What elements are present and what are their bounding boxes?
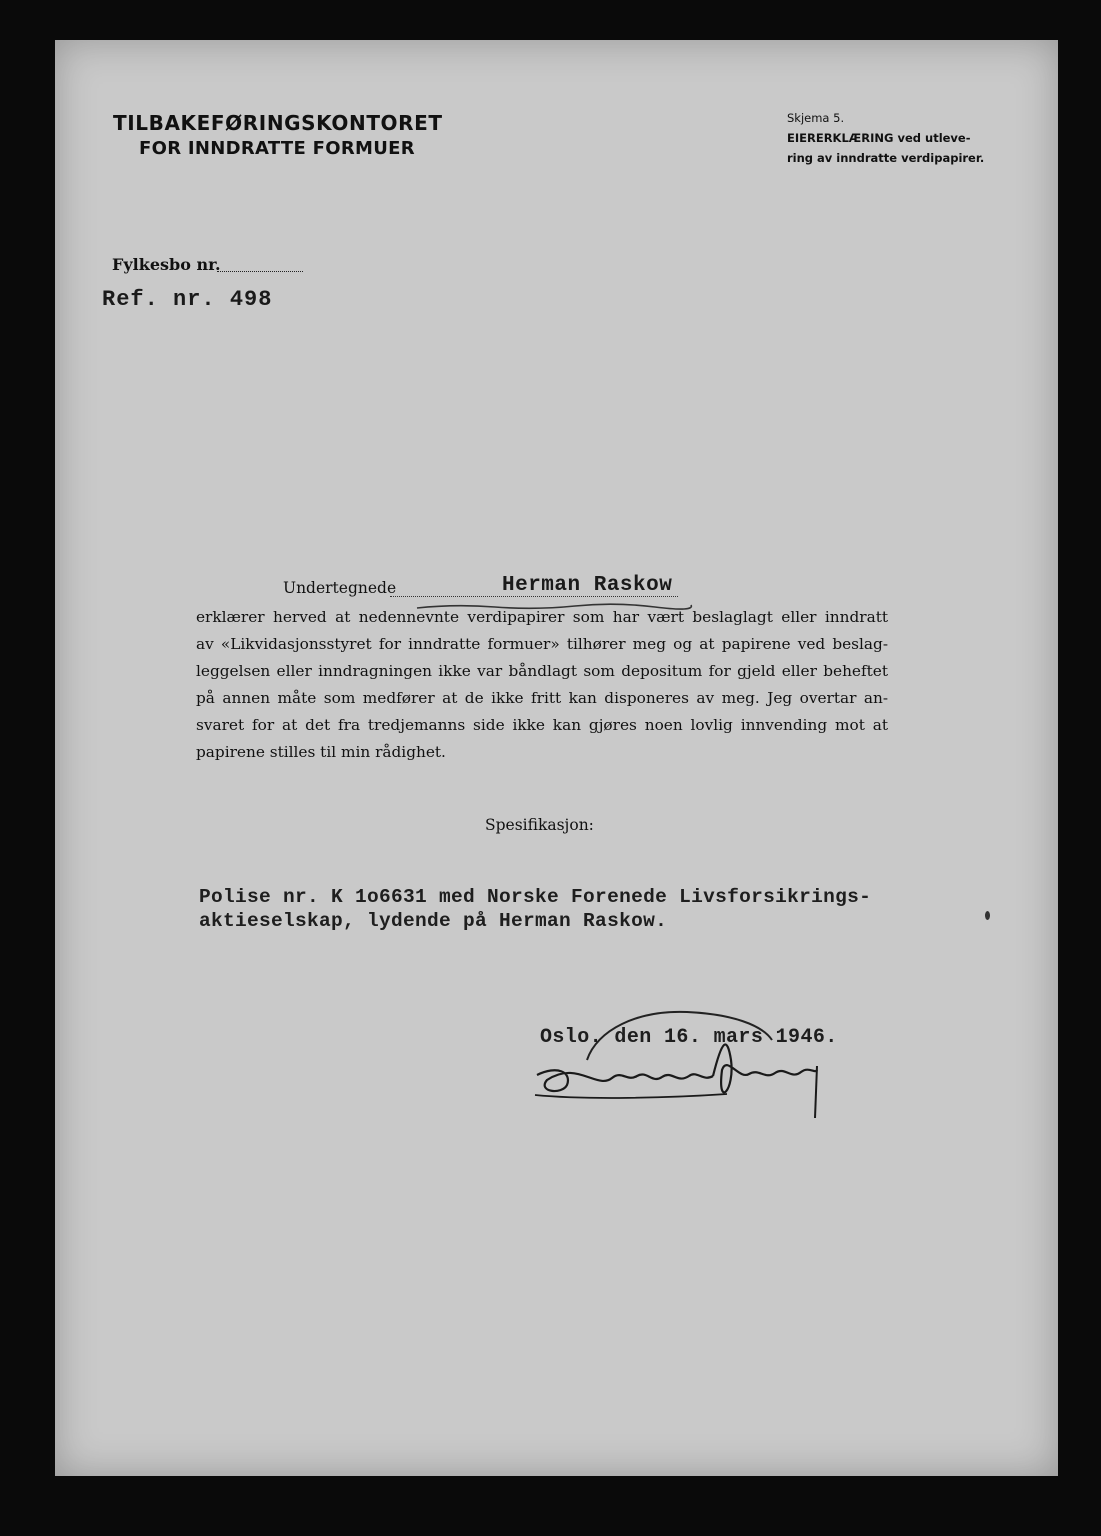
county-label: Fylkesbo nr. [112,255,221,274]
place-date: Oslo. den 16. mars 1946. [540,1026,838,1049]
form-ref-line1: Skjema 5. [787,111,845,125]
office-name-line2: FOR INNDRATTE FORMUER [139,138,415,159]
specification-line: aktieselskap, lydende på Herman Raskow. [199,910,668,932]
office-name-line1: TILBAKEFØRINGSKONTORET [113,111,443,135]
signatory-name: Herman Raskow [502,574,673,597]
document-page [55,40,1058,1476]
signatory-label: Undertegnede [283,579,397,597]
declaration-line: papirene stilles til min rådighet. [196,743,446,761]
declaration-line: svaret for at det fra tredjemanns side ikke kan gjøres noen lovlig innvending mot at [196,716,888,734]
declaration-line: leggelsen eller inndragningen ikke var båndlagt som depositum for gjeld eller beheftet [196,662,888,680]
declaration-line: på annen måte som medfører at de ikke fritt kan disponeres av meg. Jeg overtar an- [196,689,888,707]
declaration-line: av «Likvidasjonsstyret for inndratte formuer» tilhører meg og at papirene ved beslag- [196,635,888,653]
county-field-dots [217,271,303,272]
declaration-line: erklærer herved at nedennevnte verdipapirer som har vært beslaglagt eller inndratt [196,608,888,626]
ref-number: Ref. nr. 498 [102,287,273,312]
form-ref-line2: EIERERKLÆRING ved utleve- [787,131,971,145]
specification-line: Polise nr. K 1o6631 med Norske Forenede Livsforsikrings- [199,886,872,908]
form-ref-line3: ring av inndratte verdipapirer. [787,151,985,165]
ink-speck [985,911,990,920]
handwritten-signature [517,1000,837,1130]
specification-heading: Spesifikasjon: [485,816,594,834]
